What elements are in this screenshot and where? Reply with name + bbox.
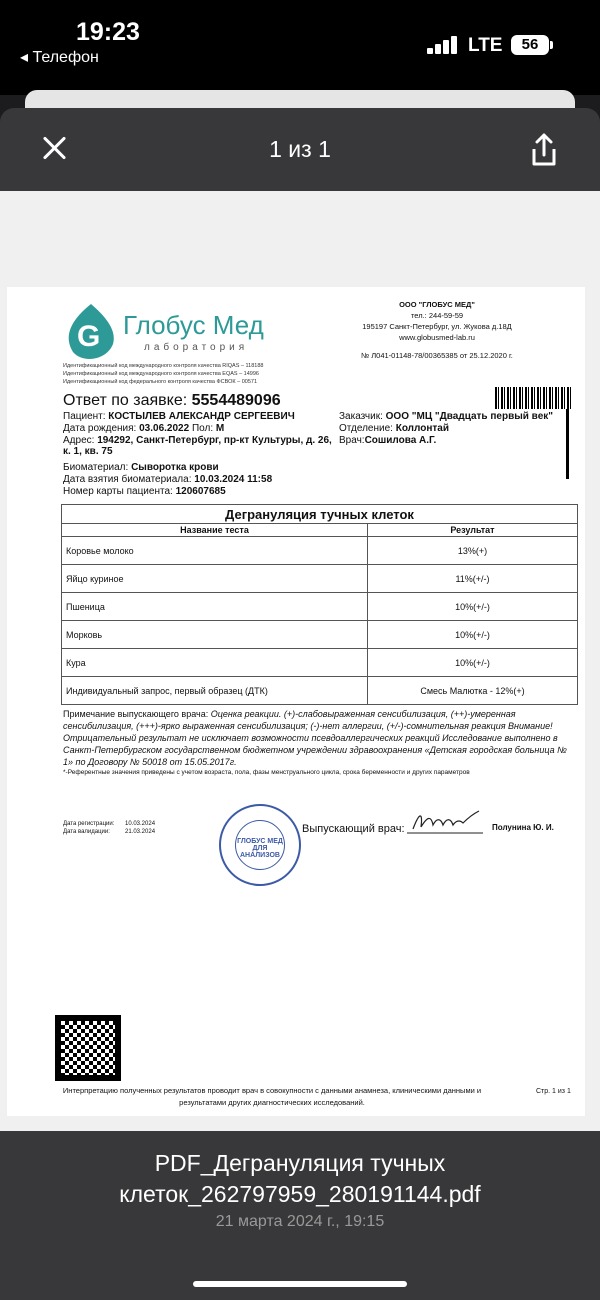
- dates-block: [63, 820, 187, 836]
- dob-line: [63, 423, 338, 434]
- address-line: [63, 435, 338, 457]
- dob: 03.06.2022: [139, 423, 190, 434]
- doctor-note: [63, 708, 573, 768]
- note-text: Оценка реакции. (+)-слабовыраженная сенсибилизация, (++)-умеренная сенсибилизация, (+++)-ярко выраженная сенсибилизация; (-)-нет аллергии, (+/-)-сомнительная реакция Внимание! Отрицательный результат не исключает возможности псевдоаллергических реакций Исследование выполнено в Санкт-Петербургском государственном бюджетном учреждении здравоохранения «Детская городская больница № 1» по Договору № 50018 от 15.05.2017г.: [63, 709, 567, 767]
- label: Биоматериал:: [63, 462, 129, 473]
- brand-subtitle: лаборатория: [144, 342, 249, 353]
- table-title: Дегрануляция тучных клеток: [62, 505, 578, 524]
- file-date: 21 марта 2024 г., 19:15: [215, 1213, 385, 1230]
- stamp-icon: [219, 804, 301, 886]
- brand-name: Глобус Мед: [123, 310, 264, 340]
- id-code: Идентификационный код международного контроля качества EQAS – 14996: [63, 371, 259, 377]
- org-phone: тел.: 244-59-59: [410, 311, 464, 320]
- stamp-text: ГЛОБУС МЕД ДЛЯ АНАЛИЗОВ: [235, 820, 285, 870]
- col-result: Результат: [368, 524, 578, 537]
- table-row: [62, 621, 578, 649]
- take-line: [63, 474, 338, 485]
- org-site: www.globusmed-lab.ru: [399, 333, 475, 342]
- test-result: 13%(+): [368, 537, 578, 565]
- table-row: [62, 593, 578, 621]
- bio-line: [63, 462, 338, 473]
- test-name: Кура: [62, 649, 368, 677]
- patient-name: КОСТЫЛЕВ АЛЕКСАНДР СЕРГЕЕВИЧ: [108, 411, 295, 422]
- customer: ООО "МЦ "Двадцать первый век": [385, 411, 553, 422]
- address: 194292, Санкт-Петербург, пр-кт Культуры, д. 26, к. 1, кв. 75: [63, 435, 332, 457]
- label: Пациент:: [63, 411, 106, 422]
- reg-label: Дата регистрации:: [63, 821, 115, 827]
- table-row: [62, 677, 578, 705]
- test-name: Пшеница: [62, 593, 368, 621]
- test-name: Морковь: [62, 621, 368, 649]
- interpretation-note: Интерпретацию полученных результатов проводит врач в совокупности с данными анамнеза, клиническими данными и результатами других диагностических исследований.: [62, 1086, 482, 1107]
- back-to-app-link[interactable]: ◂ Телефон: [20, 49, 99, 66]
- valid-date: 21.03.2024: [125, 829, 156, 835]
- test-name: Коровье молоко: [62, 537, 368, 565]
- signal-icon: [427, 36, 459, 54]
- viewer-toolbar: [0, 108, 600, 191]
- signature-icon: [405, 807, 485, 837]
- label: Адрес:: [63, 435, 95, 446]
- answer-number: 5554489096: [191, 392, 281, 409]
- org-license: № Л041-01148-78/00365385 от 25.12.2020 г.: [361, 351, 513, 360]
- card-number: 120607685: [175, 486, 226, 497]
- table-row: [62, 565, 578, 593]
- org-name: ООО "ГЛОБУС МЕД": [399, 300, 475, 309]
- customer-line: [339, 411, 553, 422]
- test-result: 10%(+/-): [368, 621, 578, 649]
- department: Коллонтай: [395, 423, 450, 434]
- note-label: Примечание выпускающего врача:: [63, 709, 209, 719]
- test-result: 10%(+/-): [368, 649, 578, 677]
- clock: 19:23: [76, 18, 140, 46]
- label: Номер карты пациента:: [63, 486, 173, 497]
- label: Дата рождения:: [63, 423, 137, 434]
- qr-code: [55, 1015, 121, 1081]
- file-name: PDF_Дегрануляция тучных клеток_262797959_280191144.pdf: [119, 1150, 481, 1207]
- org-address: 195197 Санкт-Петербург, ул. Жукова д.18Д: [362, 322, 512, 331]
- test-name: Индивидуальный запрос, первый образец (ДТК): [62, 677, 368, 705]
- signer-name: Полунина Ю. И.: [492, 823, 554, 832]
- label: Дата взятия биоматериала:: [63, 474, 192, 485]
- take-date: 10.03.2024 11:58: [194, 474, 273, 485]
- globus-logo-icon: [61, 302, 119, 362]
- label: Отделение:: [339, 423, 393, 434]
- valid-label: Дата валидации:: [63, 829, 110, 835]
- card-line: [63, 486, 338, 497]
- reg-date: 10.03.2024: [125, 821, 156, 827]
- table-row: [62, 649, 578, 677]
- barcode: [495, 387, 573, 409]
- page-indicator: 1 из 1: [269, 136, 331, 162]
- doctor-line: [339, 435, 436, 446]
- biomaterial: Сыворотка крови: [131, 462, 219, 473]
- label: Пол:: [191, 423, 214, 434]
- label: Заказчик:: [339, 411, 383, 422]
- id-code: Идентификационный код федерального контроля качества ФСВОК – 00571: [63, 379, 258, 385]
- patient-line: [63, 411, 338, 422]
- id-code: Идентификационный код международного контроля качества RIQAS – 118188: [63, 363, 264, 369]
- test-result: Смесь Малютка - 12%(+): [368, 677, 578, 705]
- test-result: 10%(+/-): [368, 593, 578, 621]
- network-type: LTE: [468, 35, 503, 56]
- order-answer: [63, 392, 281, 410]
- page-number: Стр. 1 из 1: [536, 1088, 571, 1095]
- barcode-line: [566, 409, 569, 479]
- pdf-viewer[interactable]: [0, 191, 600, 1131]
- answer-label: Ответ по заявке:: [63, 392, 188, 409]
- test-result: 11%(+/-): [368, 565, 578, 593]
- pdf-page: [7, 287, 585, 1116]
- home-indicator[interactable]: [193, 1281, 407, 1287]
- dept-line: [339, 423, 449, 434]
- reference-note: *-Референтные значения приведены с учетом возраста, пола, фазы менструального цикла, срока беременности и других параметров: [63, 769, 470, 776]
- status-bar: [0, 0, 600, 95]
- label: Врач:: [339, 435, 365, 446]
- table-row: [62, 537, 578, 565]
- col-name: Название теста: [62, 524, 368, 537]
- results-table: [61, 504, 578, 705]
- battery-icon: 56: [511, 35, 549, 55]
- share-icon[interactable]: [528, 132, 560, 168]
- signer-label: Выпускающий врач:: [302, 823, 405, 835]
- test-name: Яйцо куриное: [62, 565, 368, 593]
- svg-text:G: G: [77, 320, 101, 353]
- org-block: [347, 299, 527, 361]
- doctor: Сошилова А.Г.: [364, 435, 437, 446]
- sex: М: [215, 423, 225, 434]
- file-info-bar: [0, 1131, 600, 1300]
